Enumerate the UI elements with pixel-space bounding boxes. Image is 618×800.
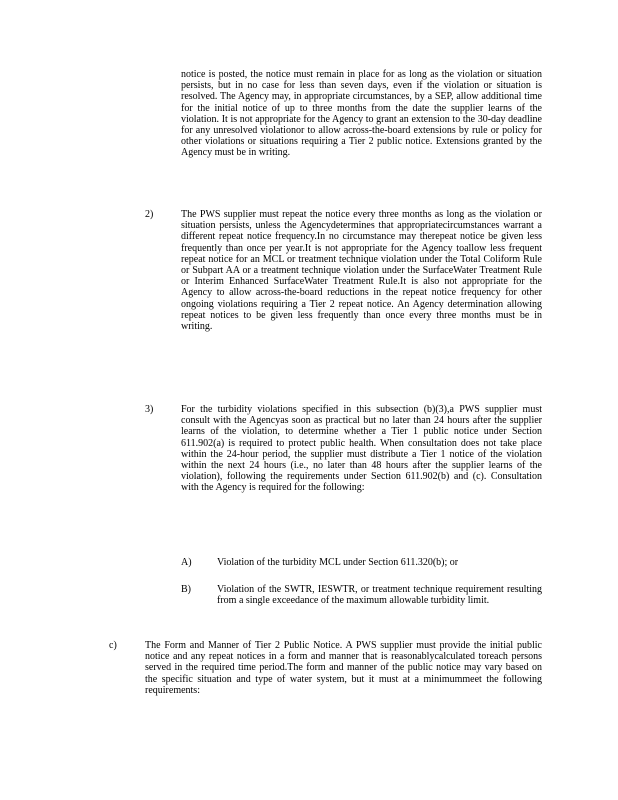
continued-paragraph [181,69,542,159]
item-text: The PWS supplier must repeat the notice every three months as long as the violation or situation persists, unless the Agencydetermines that appropriatecircumstances warrant a different repeat notice frequency.In no circumstance may therepeat notice be given less frequently than once per year.It is not appropriate for the Agency toallow less frequent repeat notice for an MCL or treatment technique violation under the Total Coliform Rule or Subpart AA or a treatment technique violation under the SurfaceWater Treatment Rule or Interim Enhanced SurfaceWater Treatment Rule.It is also not appropriate for the Agency to allow across-the-board reductions in the repeat notice frequency for other ongoing violations requiring a Tier 2 repeat notice. An Agency determination allowing repeat notices to be given less frequently than once every three months must be in writing. [181,209,542,333]
sub-item-text: Violation of the turbidity MCL under Section 611.320(b); or [217,557,459,568]
item-number: 2) [145,209,154,220]
sub-item-letter: B) [181,584,191,595]
subsection-text: The Form and Manner of Tier 2 Public Notice. A PWS supplier must provide the initial public notice and any repeat notices in a form and manner that is reasonablycalculated toreach persons served in the required time period.The form and manner of the public notice may vary based on the specific situation and type of water system, but it must at a minimummeet the following requirements: [145,640,542,696]
sub-item-letter: A) [181,557,192,568]
paragraph-text: notice is posted, the notice must remain in place for as long as the violation or situation persists, but in no case for less than seven days, even if the violation or situation is resolved. The Agency may, in appropriate circumstances, by a SEP, allow additional time for the initial notice of up to three months from the date the supplier learns of the violation. It is not appropriate for the Agency to grant an extension to the 30-day deadline for any unresolved violationor to allow across-the-board extensions by rule or policy for other violations or situations requiring a Tier 2 public notice. Extensions granted by the Agency must be in writing. [181,69,542,159]
item-number: 3) [145,404,154,415]
item-text: For the turbidity violations specified in this subsection (b)(3),a PWS supplier must consult with the Agencyas soon as practical but no later than 24 hours after the supplier learns of the violation, to determine whether a Tier 1 public notice under Section 611.902(a) is required to protect public health. When consultation does not take place within the 24-hour period, the supplier must distribute a Tier 1 notice of the violation within the next 24 hours (i.e., no later than 48 hours after the supplier learns of the violation), following the requirements under Section 611.902(b) and (c). Consultation with the Agency is required for the following: [181,404,542,494]
subsection-letter: c) [109,640,117,651]
sub-item-text: Violation of the SWTR, IESWTR, or treatment technique requirement resulting from a single exceedance of the maximum allowable turbidity limit. [217,584,542,607]
